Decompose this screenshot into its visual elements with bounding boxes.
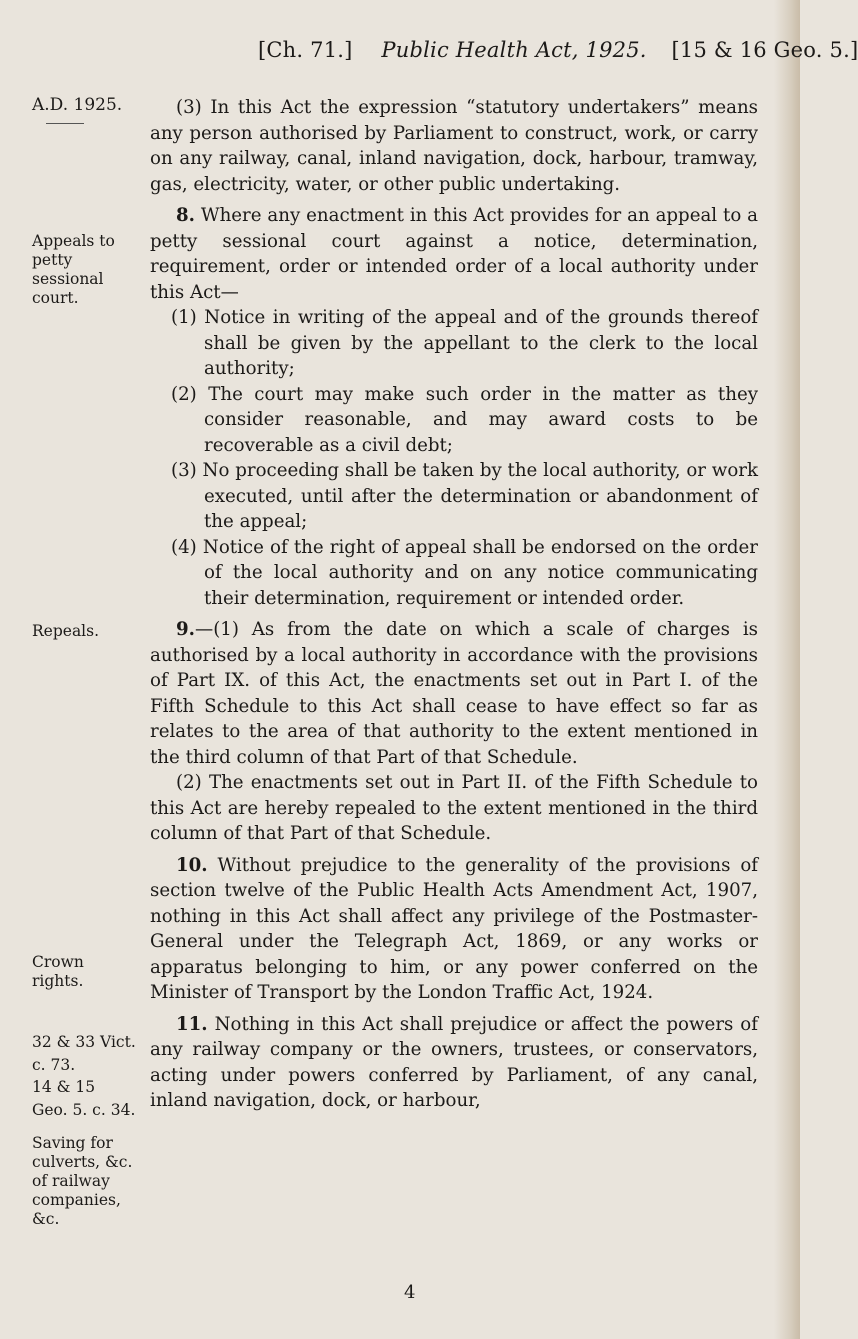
section-10-number: 10.: [176, 854, 208, 876]
margin-citations: [32, 1031, 144, 1121]
section-10-text: Without prejudice to the generality of the provisions of section twelve of the Public Health Acts Amendment Act, 1907, nothing in this Act shall affect any privilege of the Postmaster-General under the Telegraph Act, 1869, or any works or apparatus belonging to him, or any power conferred on the Minister of Transport by the London Traffic Act, 1924.: [150, 854, 758, 1003]
margin-appeals-line: sessional: [32, 270, 104, 288]
margin-repeals: [32, 622, 144, 641]
page-edge: [774, 0, 800, 1339]
margin-year: [32, 96, 144, 124]
section-8: [150, 203, 758, 305]
subsection-3: (3) In this Act the expression “statutory undertakers” means any person authorised by Parliament to construct, work, or carry on any railway, canal, inland navigation, dock, harbour, tramway, gas, electricity, water, or other public undertaking.: [150, 97, 758, 195]
margin-saving-line: &c.: [32, 1210, 60, 1228]
section-11-number: 11.: [176, 1013, 208, 1035]
section-8-item-2: (2) The court may make such order in the matter as they consider reasonable, and may award costs to be recoverable as a civil debt;: [171, 383, 758, 456]
section-9-sub-1: —(1) As from the date on which a scale of charges is authorised by a local authority in accordance with the provisions of Part IX. of this Act, the enactments set out in Part I. of the Fifth Schedule to this Act shall cease to have effect so far as relates to the area of that authority to the extent mentioned in the third column of that Part of that Schedule.: [150, 619, 758, 768]
margin-crown-line: rights.: [32, 972, 84, 990]
section-8-number: 8.: [176, 205, 195, 226]
header-regnal: [15 & 16 Geo. 5.]: [671, 38, 858, 62]
section-8-item-1: (1) Notice in writing of the appeal and of the grounds thereof shall be given by the appellant to the clerk to the local authority;: [171, 307, 758, 379]
margin-saving-line: Saving for: [32, 1134, 113, 1152]
margin-saving: [32, 1134, 144, 1229]
section-8-intro: Where any enactment in this Act provides for an appeal to a petty sessional court against a notice, determination, requirement, order or intended order of a local authority under this Act—: [150, 205, 758, 303]
margin-citation-line: Geo. 5. c. 34.: [32, 1100, 136, 1119]
margin-year-text: A.D. 1925.: [32, 95, 123, 115]
margin-crown: [32, 953, 144, 991]
margin-crown-line: Crown: [32, 953, 84, 971]
margin-citation-line: 32 & 33 Vict.: [32, 1033, 136, 1051]
section-11: [150, 1012, 758, 1114]
margin-appeals: [32, 232, 144, 308]
margin-dash: [46, 123, 84, 124]
margin-appeals-line: court.: [32, 289, 79, 307]
margin-appeals-line: petty: [32, 251, 73, 269]
margin-appeals-line: Appeals to: [32, 232, 115, 250]
section-10: [150, 853, 758, 1006]
main-text: [150, 95, 758, 1114]
margin-repeals-line: Repeals.: [32, 622, 100, 640]
section-9-number: 9.: [176, 619, 195, 640]
folio-number: 4: [404, 1282, 416, 1303]
margin-citation-line: 14 & 15: [32, 1078, 96, 1096]
section-8-item-3: (3) No proceeding shall be taken by the local authority, or work executed, until after the determination or abandonment of the appeal;: [171, 460, 758, 532]
margin-saving-line: culverts, &c.: [32, 1153, 133, 1171]
header-chapter: [Ch. 71.]: [258, 38, 353, 62]
section-9-sub-2: (2) The enactments set out in Part II. of the Fifth Schedule to this Act are hereby repealed to the extent mentioned in the third column of that Part of that Schedule.: [150, 772, 758, 844]
section-8-item-4: (4) Notice of the right of appeal shall be endorsed on the order of the local authority and on any notice communicating their determination, requirement or intended order.: [171, 536, 758, 609]
header-title: Public Health Act, 1925.: [381, 38, 647, 62]
running-header: [258, 38, 858, 62]
margin-saving-line: of railway: [32, 1172, 110, 1190]
section-9: [150, 617, 758, 770]
margin-saving-line: companies,: [32, 1191, 121, 1209]
section-11-text: Nothing in this Act shall prejudice or affect the powers of any railway company or the owners, trustees, or conservators, acting under powers conferred by Parliament, of any canal, inland navigation, dock, or harbour,: [150, 1013, 758, 1111]
margin-citation-line: c. 73.: [32, 1055, 76, 1074]
